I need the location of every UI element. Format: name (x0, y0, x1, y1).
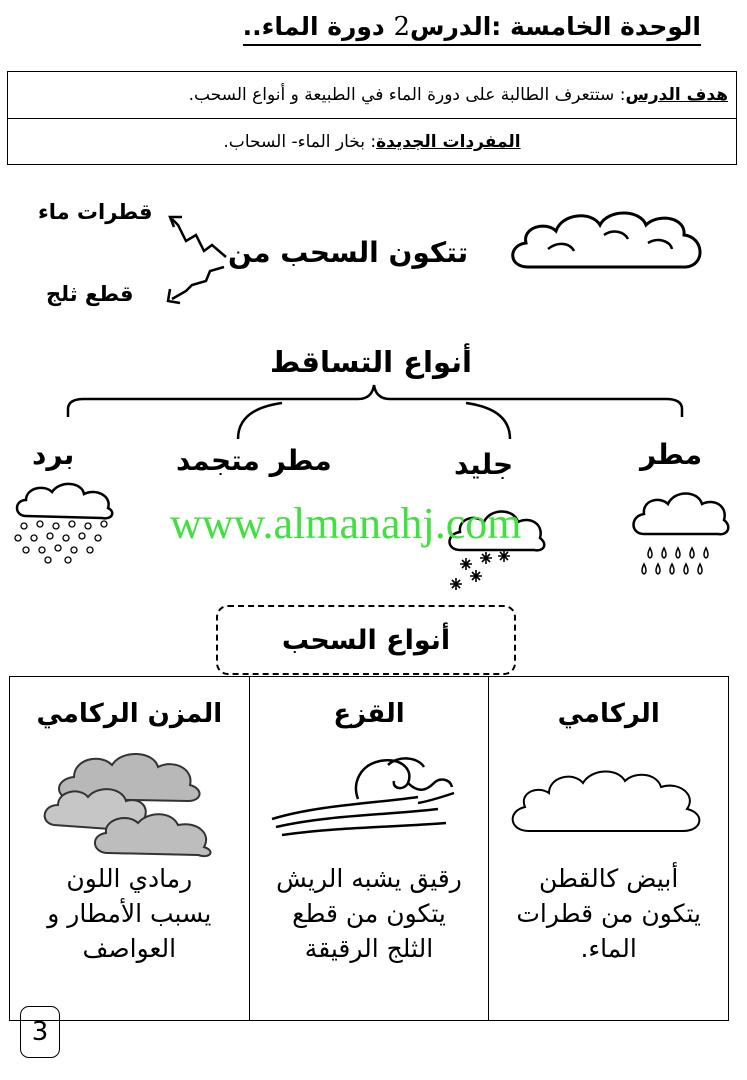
rain-cloud-icon (630, 486, 730, 586)
lesson-info-box (7, 71, 737, 165)
cloud-type-desc (14, 861, 245, 966)
cloud-type-title: القزع (333, 699, 405, 729)
water-droplets-label: قطرات ماء (38, 200, 153, 224)
cloud-type-desc (254, 861, 485, 966)
desc-line: الماء. (580, 934, 637, 963)
vocab-row (8, 118, 736, 165)
cumulonimbus-icon (44, 749, 224, 859)
cloud-type-cirrus (250, 677, 490, 1020)
cloud-type-cumulus (489, 677, 728, 1020)
cloud-type-desc (493, 861, 724, 966)
clouds-formation-heading: تتكون السحب من (228, 236, 469, 269)
precipitation-brace (62, 383, 688, 443)
cloud-types-table (9, 676, 729, 1021)
precip-ice: جليد (454, 448, 514, 481)
hail-cloud-icon (10, 480, 118, 570)
page-title (243, 12, 701, 46)
title-suffix: دورة الماء.. (242, 12, 394, 41)
cloud-type-title: الركامي (557, 699, 660, 729)
title-prefix: الوحدة الخامسة :الدرس (410, 12, 701, 41)
vocab-label: المفردات الجديدة (376, 132, 521, 152)
zigzag-arrows (160, 205, 240, 305)
lesson-number: 2 (393, 12, 411, 42)
cloud-icon (508, 205, 708, 285)
objective-row (8, 72, 736, 118)
desc-line: رمادي اللون (66, 864, 193, 893)
desc-line: يتكون من قطرات (516, 899, 701, 928)
cloud-type-cumulonimbus (10, 677, 250, 1020)
precip-rain: مطر (640, 438, 703, 471)
precip-freezing-rain: مطر متجمد (176, 444, 332, 477)
vocab-text: : بخار الماء- السحاب. (223, 132, 377, 152)
desc-line: أبيض كالقطن (538, 864, 679, 893)
desc-line: رقيق يشبه الريش (276, 864, 462, 893)
cloud-type-title: المزن الركامي (36, 699, 223, 729)
objective-label: هدف الدرس (625, 85, 728, 105)
cirrus-icon (268, 753, 468, 853)
cumulus-icon (507, 765, 707, 845)
desc-line: الثلج الرقيقة (304, 934, 434, 963)
desc-line: يسبب الأمطار و (47, 899, 212, 928)
precipitation-heading: أنواع التساقط (270, 345, 472, 379)
cloud-types-heading: أنواع السحب (216, 605, 516, 675)
objective-text: : ستتعرف الطالبة على دورة الماء في الطبيعة و أنواع السحب. (188, 85, 626, 105)
ice-pieces-label: قطع ثلج (46, 282, 134, 306)
watermark: www.almanahj.com (170, 499, 522, 548)
desc-line: العواصف (82, 934, 177, 963)
desc-line: يتكون من قطع (292, 899, 446, 928)
page-number: 3 (20, 1006, 60, 1058)
precip-hail: برد (32, 438, 75, 471)
